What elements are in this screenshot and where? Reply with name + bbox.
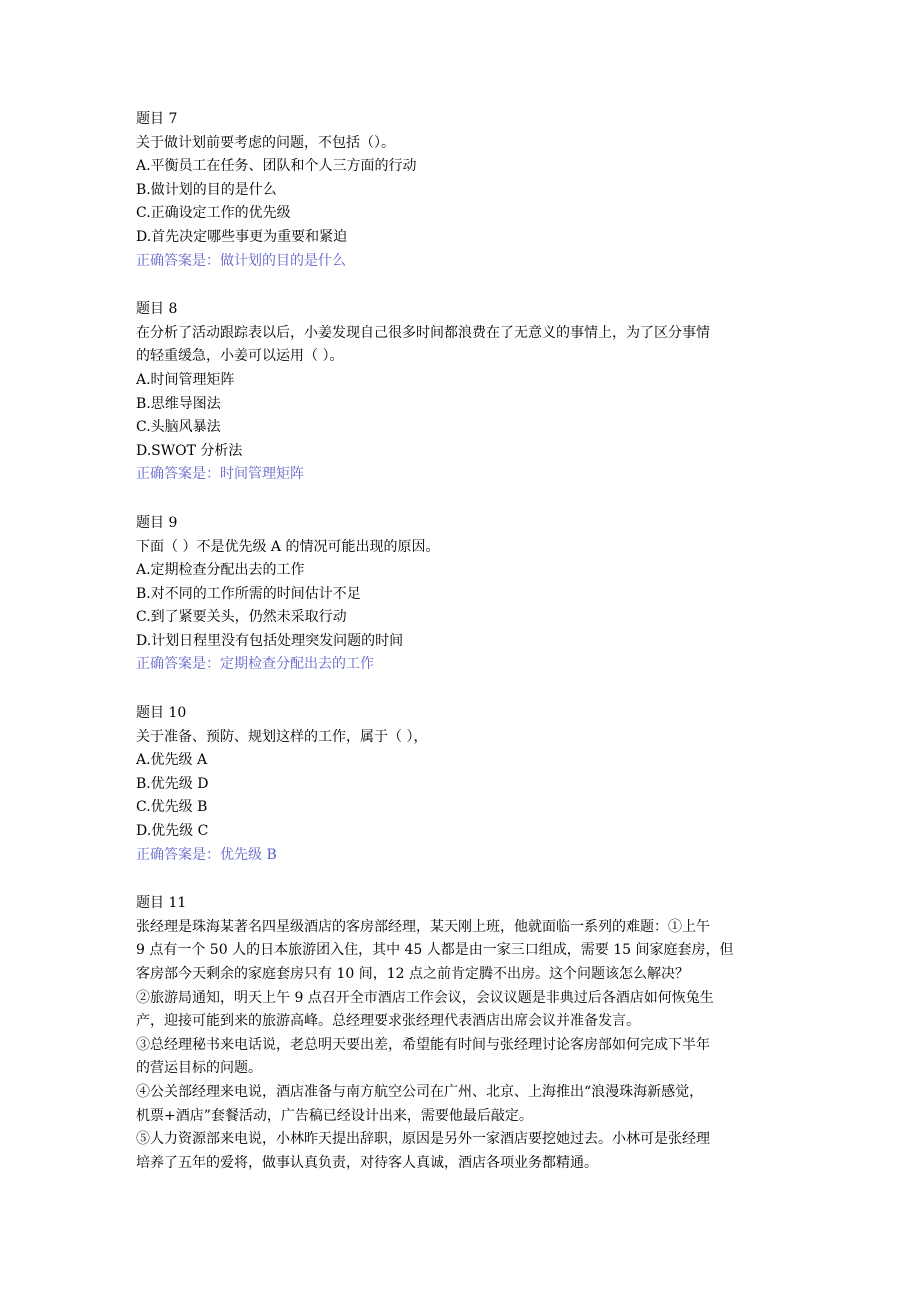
option-d: D.首先决定哪些事更为重要和紧迫 [136,228,348,245]
case-text-line: 的营运目标的问题。 [136,1060,262,1077]
option-c: C.正确设定工作的优先级 [136,205,291,222]
case-text-line: 张经理是珠海某著名四星级酒店的客房部经理，某天刚上班，他就面临一系列的难题：①上午 [136,918,710,935]
question-title: 题目 7 [136,111,178,127]
option-a: A.时间管理矩阵 [136,371,235,388]
question-7 [136,108,786,273]
option-d: D.优先级 C [136,823,209,840]
option-b: B.优先级 D [136,775,209,792]
option-b: B.思维导图法 [136,395,221,412]
case-text-line: ②旅游局通知，明天上午 9 点召开全市酒店工作会议，会议议题是非典过后各酒店如何恢兔生 [136,989,714,1006]
question-title: 题目 9 [136,514,178,531]
correct-answer: 正确答案是：时间管理矩阵 [136,466,304,483]
question-9 [136,512,786,677]
option-b: B.对不同的工作所需的时间估计不足 [136,585,361,602]
document-page [136,108,786,1200]
correct-answer: 正确答案是：定期检查分配出去的工作 [136,656,374,673]
question-stem: 关于准备、预防、规划这样的工作，属于（ ）， [136,728,428,745]
correct-answer: 正确答案是：优先级 B [136,846,277,863]
question-title: 题目 10 [136,705,187,722]
option-d: D.计划日程里没有包括处理突发问题的时间 [136,632,404,649]
question-8 [136,298,786,487]
option-c: C.优先级 B [136,799,208,816]
option-c: C.到了紧要关头，仍然未采取行动 [136,609,347,626]
case-text-line: 9 点有一个 50 人的日本旅游团入住，其中 45 人都是由一家三口组成，需要 15 间家庭套房，但 [136,942,734,959]
case-text-line: ③总经理秘书来电话说，老总明天要出差，希望能有时间与张经理讨论客房部如何完成下半年 [136,1036,710,1053]
correct-answer: 正确答案是：做计划的目的是什么 [136,252,346,269]
option-d: D.SWOT 分析法 [136,442,243,459]
case-text-line: ⑤人力资源部来电说，小林昨天提出辞职，原因是另外一家酒店要挖她过去。小林可是张经理 [136,1131,710,1148]
case-text-line: ④公关部经理来电说，酒店准备与南方航空公司在广州、北京、上海推出“浪漫珠海新感觉， [136,1083,704,1100]
option-b: B.做计划的目的是什么 [136,181,277,198]
option-c: C.头脑风暴法 [136,419,221,436]
case-text-line: 机票+酒店”套餐活动，广告稿已经设计出来，需要他最后敲定。 [136,1107,533,1124]
option-a: A.平衡员工在任务、团队和个人三方面的行动 [136,158,417,175]
question-11 [136,892,786,1175]
question-title: 题目 8 [136,301,178,318]
case-text-line: 培养了五年的爱将，做事认真负责，对待客人真诚，酒店各项业务都精通。 [136,1154,598,1171]
question-stem: 关于做计划前要考虑的问题，不包括（）。 [136,134,395,151]
case-text-line: 产，迎接可能到来的旅游高峰。总经理要求张经理代表酒店出席会议并准备发言。 [136,1013,640,1030]
question-10 [136,702,786,867]
question-title: 题目 11 [136,895,187,912]
question-stem: 在分析了活动跟踪表以后，小姜发现自己很多时间都浪费在了无意义的事情上，为了区分事情 [136,324,710,341]
option-a: A.优先级 A [136,752,208,769]
case-text-line: 客房部今天剩余的家庭套房只有 10 间，12 点之前肯定腾不出房。这个问题该怎么解决？ [136,966,689,982]
option-a: A.定期检查分配出去的工作 [136,562,305,579]
question-stem: 的轻重缓急，小姜可以运用（ ）。 [136,348,344,365]
question-stem: 下面（ ）不是优先级 A 的情况可能出现的原因。 [136,538,440,555]
